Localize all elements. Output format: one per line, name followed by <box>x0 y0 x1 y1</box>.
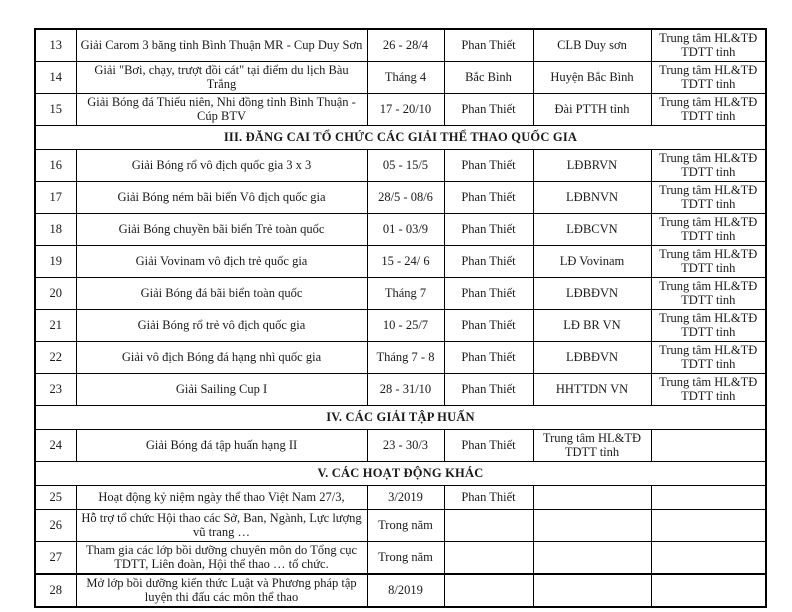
support-unit: Trung tâm HL&TĐ TDTT tỉnh <box>651 310 766 342</box>
event-time: 26 - 28/4 <box>367 29 444 62</box>
event-location <box>444 510 533 542</box>
event-name: Giải Bóng đá bãi biển toàn quốc <box>76 278 367 310</box>
table-row <box>35 278 766 310</box>
event-name: Tham gia các lớp bồi dưỡng chuyên môn do Tổng cục TDTT, Liên đoàn, Hội thể thao … tổ chức. <box>76 542 367 575</box>
support-unit: Trung tâm HL&TĐ TDTT tỉnh <box>651 214 766 246</box>
event-name: Giải Bóng ném bãi biển Vô địch quốc gia <box>76 182 367 214</box>
support-unit <box>651 542 766 575</box>
event-organizer <box>533 486 651 510</box>
table-row <box>35 246 766 278</box>
event-location: Phan Thiết <box>444 214 533 246</box>
event-organizer <box>533 542 651 575</box>
section-header-row <box>35 462 766 486</box>
event-time: Tháng 7 <box>367 278 444 310</box>
event-organizer: LĐBNVN <box>533 182 651 214</box>
event-name: Hoạt động kỷ niệm ngày thể thao Việt Nam 27/3, <box>76 486 367 510</box>
table-row <box>35 574 766 607</box>
row-number: 26 <box>35 510 76 542</box>
event-name: Giải "Bơi, chạy, trượt đồi cát" tại điểm du lịch Bàu Trắng <box>76 62 367 94</box>
event-location: Phan Thiết <box>444 342 533 374</box>
event-time: 23 - 30/3 <box>367 430 444 462</box>
event-organizer <box>533 574 651 607</box>
event-organizer: LĐBRVN <box>533 150 651 182</box>
section-title: IV. CÁC GIẢI TẬP HUẤN <box>35 406 766 430</box>
support-unit: Trung tâm HL&TĐ TDTT tỉnh <box>651 29 766 62</box>
event-location: Phan Thiết <box>444 94 533 126</box>
event-time: Trong năm <box>367 542 444 575</box>
row-number: 14 <box>35 62 76 94</box>
support-unit: Trung tâm HL&TĐ TDTT tỉnh <box>651 374 766 406</box>
table-row <box>35 62 766 94</box>
support-unit <box>651 574 766 607</box>
event-name: Giải Bóng rổ vô địch quốc gia 3 x 3 <box>76 150 367 182</box>
event-location: Phan Thiết <box>444 310 533 342</box>
event-location: Phan Thiết <box>444 246 533 278</box>
event-organizer: LĐ Vovinam <box>533 246 651 278</box>
event-location: Phan Thiết <box>444 182 533 214</box>
event-organizer: LĐBCVN <box>533 214 651 246</box>
sports-schedule-table <box>34 28 767 608</box>
section-title: III. ĐĂNG CAI TỔ CHỨC CÁC GIẢI THỂ THAO QUỐC GIA <box>35 126 766 150</box>
event-location: Bắc Bình <box>444 62 533 94</box>
row-number: 28 <box>35 574 76 607</box>
section-header-row <box>35 406 766 430</box>
event-time: Trong năm <box>367 510 444 542</box>
event-location: Phan Thiết <box>444 374 533 406</box>
table-row <box>35 542 766 575</box>
event-name: Giải Vovinam vô địch trẻ quốc gia <box>76 246 367 278</box>
event-organizer: LĐBĐVN <box>533 278 651 310</box>
row-number: 21 <box>35 310 76 342</box>
event-organizer: Trung tâm HL&TĐ TDTT tỉnh <box>533 430 651 462</box>
row-number: 17 <box>35 182 76 214</box>
row-number: 22 <box>35 342 76 374</box>
row-number: 19 <box>35 246 76 278</box>
table-row <box>35 29 766 62</box>
event-name: Giải vô địch Bóng đá hạng nhì quốc gia <box>76 342 367 374</box>
section-title: V. CÁC HOẠT ĐỘNG KHÁC <box>35 462 766 486</box>
event-time: 10 - 25/7 <box>367 310 444 342</box>
event-time: 28 - 31/10 <box>367 374 444 406</box>
table-row <box>35 182 766 214</box>
event-organizer <box>533 510 651 542</box>
support-unit <box>651 486 766 510</box>
table-row <box>35 214 766 246</box>
event-name: Hỗ trợ tổ chức Hội thao các Sở, Ban, Ngành, Lực lượng vũ trang … <box>76 510 367 542</box>
event-time: Tháng 4 <box>367 62 444 94</box>
row-number: 23 <box>35 374 76 406</box>
row-number: 13 <box>35 29 76 62</box>
event-location: Phan Thiết <box>444 278 533 310</box>
event-organizer: Đài PTTH tỉnh <box>533 94 651 126</box>
table-row <box>35 486 766 510</box>
support-unit: Trung tâm HL&TĐ TDTT tỉnh <box>651 150 766 182</box>
section-header-row <box>35 126 766 150</box>
support-unit: Trung tâm HL&TĐ TDTT tỉnh <box>651 278 766 310</box>
support-unit: Trung tâm HL&TĐ TDTT tỉnh <box>651 94 766 126</box>
table-row <box>35 374 766 406</box>
event-organizer: HHTTDN VN <box>533 374 651 406</box>
event-name: Mở lớp bồi dưỡng kiến thức Luật và Phương pháp tập luyện thi đấu các môn thể thao <box>76 574 367 607</box>
event-organizer: LĐ BR VN <box>533 310 651 342</box>
table-row <box>35 150 766 182</box>
event-time: Tháng 7 - 8 <box>367 342 444 374</box>
event-name: Giải Bóng đá tập huấn hạng II <box>76 430 367 462</box>
event-location <box>444 542 533 575</box>
event-time: 3/2019 <box>367 486 444 510</box>
event-time: 15 - 24/ 6 <box>367 246 444 278</box>
support-unit: Trung tâm HL&TĐ TDTT tỉnh <box>651 182 766 214</box>
row-number: 24 <box>35 430 76 462</box>
table-row <box>35 510 766 542</box>
event-location: Phan Thiết <box>444 29 533 62</box>
event-location <box>444 574 533 607</box>
event-name: Giải Bóng rổ trẻ vô địch quốc gia <box>76 310 367 342</box>
table-row <box>35 342 766 374</box>
event-location: Phan Thiết <box>444 430 533 462</box>
support-unit: Trung tâm HL&TĐ TDTT tỉnh <box>651 62 766 94</box>
event-name: Giải Bóng đá Thiếu niên, Nhi đồng tỉnh Bình Thuận - Cúp BTV <box>76 94 367 126</box>
row-number: 15 <box>35 94 76 126</box>
support-unit <box>651 430 766 462</box>
event-location: Phan Thiết <box>444 150 533 182</box>
event-organizer: LĐBĐVN <box>533 342 651 374</box>
event-time: 8/2019 <box>367 574 444 607</box>
row-number: 16 <box>35 150 76 182</box>
support-unit: Trung tâm HL&TĐ TDTT tỉnh <box>651 246 766 278</box>
event-name: Giải Bóng chuyền bãi biển Trẻ toàn quốc <box>76 214 367 246</box>
event-location: Phan Thiết <box>444 486 533 510</box>
event-name: Giải Carom 3 băng tỉnh Bình Thuận MR - Cup Duy Sơn <box>76 29 367 62</box>
row-number: 18 <box>35 214 76 246</box>
table-row <box>35 94 766 126</box>
row-number: 20 <box>35 278 76 310</box>
event-time: 17 - 20/10 <box>367 94 444 126</box>
row-number: 27 <box>35 542 76 575</box>
support-unit <box>651 510 766 542</box>
table-row <box>35 310 766 342</box>
event-organizer: Huyện Bắc Bình <box>533 62 651 94</box>
row-number: 25 <box>35 486 76 510</box>
table-row <box>35 430 766 462</box>
event-organizer: CLB Duy sơn <box>533 29 651 62</box>
event-time: 05 - 15/5 <box>367 150 444 182</box>
event-time: 28/5 - 08/6 <box>367 182 444 214</box>
event-time: 01 - 03/9 <box>367 214 444 246</box>
support-unit: Trung tâm HL&TĐ TDTT tỉnh <box>651 342 766 374</box>
event-name: Giải Sailing Cup I <box>76 374 367 406</box>
